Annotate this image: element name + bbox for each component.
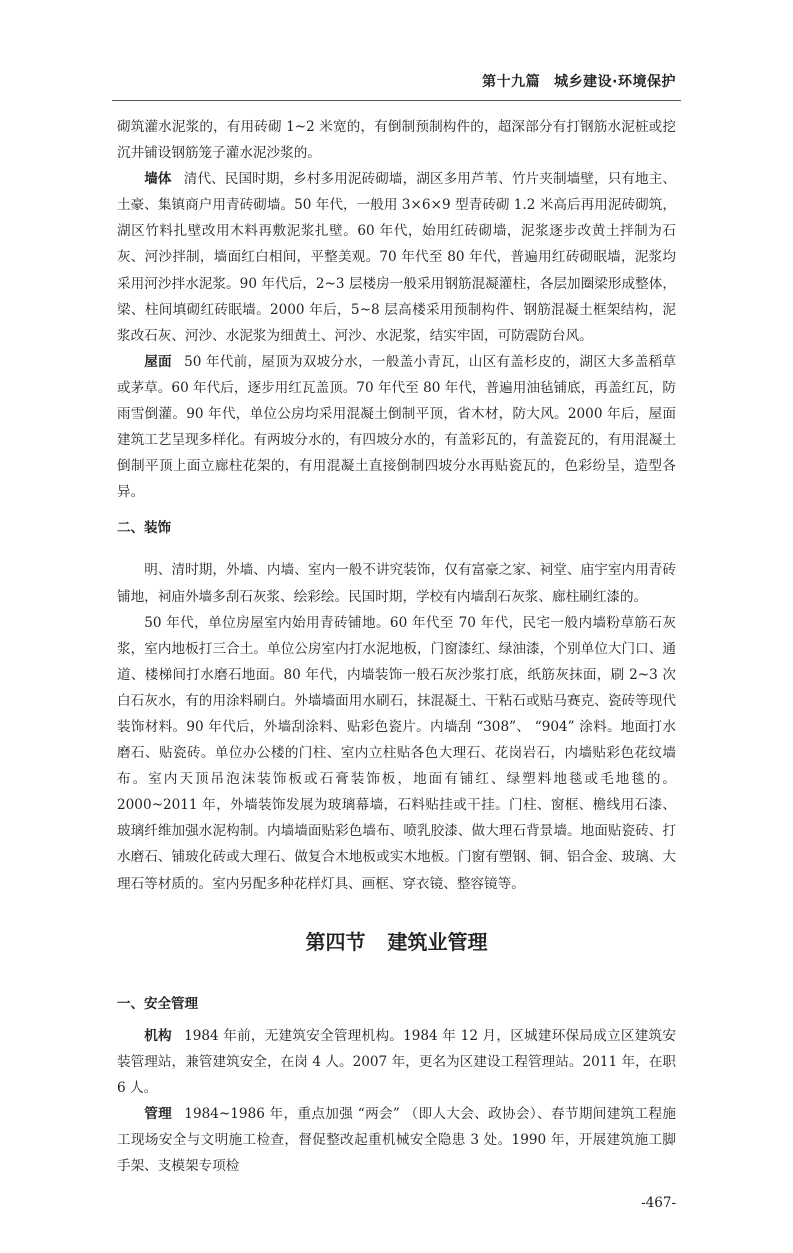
- text-block-safety: [117, 1023, 676, 1180]
- text-block-decoration: [117, 557, 676, 896]
- lead-term: 机构: [144, 1027, 172, 1044]
- subheading-safety: 一、安全管理: [117, 995, 198, 1012]
- paragraph-management: [117, 1101, 676, 1179]
- paragraph: 50 年代，单位房屋室内始用青砖铺地。60 年代至 70 年代，民宅一般内墙粉草筋石灰浆，室内地板打三合土。单位公房室内打水泥地板，门窗漆红、绿油漆，个别单位大门口、通道、楼梯间打水磨石地面。80 年代，内墙装饰一般石灰沙浆打底，纸筋灰抹面，刷 2~3 次白石灰水，有的用涂料刷白。外墙墙面用水刷石，抹混凝土、干粘石或贴马赛克、瓷砖等现代装饰材料。90 年代后，外墙刮涂料、贴彩色瓷片。内墙刮 “308”、 “904” 涂料。地面打水磨石、贴瓷砖。单位办公楼的门柱、室内立柱贴各色大理石、花岗岩石，内墙贴彩色花纹墙布。室内天顶吊泡沫装饰板或石膏装饰板，地面有铺红、绿塑料地毯或毛地毯的。2000~2011 年，外墙装饰发展为玻璃幕墙，石料贴挂或干挂。门柱、窗框、檐线用石漆、玻璃纤维加强水泥构制。内墙墙面贴彩色墙布、喷乳胶漆、做大理石背景墙。地面贴瓷砖、打水磨石、铺玻化砖或大理石、做复合木地板或实木地板。门窗有塑钢、铜、铝合金、玻璃、大理石等材质的。室内另配多种花样灯具、画框、穿衣镜、整容镜等。: [117, 614, 676, 892]
- paragraph: 砌筑灌水泥浆的，有用砖砌 1~2 米宽的，有倒制预制构件的，超深部分有打钢筋水泥桩或挖沉井铺设钢筋笼子灌水泥沙浆的。: [117, 119, 676, 162]
- header-rule: [112, 100, 681, 101]
- section-title: [117, 927, 676, 957]
- header-part: 第十九篇: [482, 74, 541, 90]
- paragraph-text: 1984~1986 年，重点加强 “两会” （即人大会、政协会）、春节期间建筑工程施工现场安全与文明施工检查，督促整改起重机械安全隐患 3 处。1990 年，开展建筑施工脚手架、支模架专项检: [117, 1105, 677, 1175]
- section-number: 第四节: [305, 929, 366, 954]
- text-block-construction: [117, 114, 676, 505]
- lead-term: 屋面: [144, 353, 172, 370]
- lead-term: 管理: [144, 1105, 173, 1122]
- paragraph-text: 50 年代前，屋顶为双坡分水，一般盖小青瓦，山区有盖杉皮的，湖区大多盖稻草或茅草。60 年代后，逐步用红瓦盖顶。70 年代至 80 年代，普遍用油毡铺底，再盖红瓦，防雨雪倒灌。90 年代，单位公房均采用混凝土倒制平顶，省木材，防大风。2000 年后，屋面建筑工艺呈现多样化。有两坡分水的，有四坡分水的，有盖彩瓦的，有盖瓷瓦的，有用混凝土倒制平顶上面立廊柱花架的，有用混凝土直接倒制四坡分水再贴瓷瓦的，色彩纷呈，造型各异。: [117, 353, 676, 501]
- paragraph-roof: [117, 349, 676, 506]
- page-number: -467-: [641, 1195, 676, 1212]
- section-name: 建筑业管理: [387, 929, 488, 954]
- paragraph-text: 清代、民国时期，乡村多用泥砖砌墙，湖区多用芦苇、竹片夹制墙壁，只有地主、土豪、集镇商户用青砖砌墙。50 年代，一般用 3×6×9 型青砖砌 1.2 米高后再用泥砖砌筑，湖区竹料扎壁改用木料再敷泥浆扎壁。60 年代，始用红砖砌墙，泥浆逐步改黄土拌制为石灰、河沙拌制，墙面红白相间，平整美观。70 年代至 80 年代，普遍用红砖砌眠墙，泥浆均采用河沙拌水泥浆。90 年代后，2~3 层楼房一般采用钢筋混凝灌柱，各层加圈梁形成整体，梁、柱间填砌红砖眠墙。2000 年后，5~8 层高楼采用预制构件、钢筋混凝土框架结构，泥浆改石灰、河沙、水泥浆为细黄土、河沙、水泥浆，结实牢固，可防震防台风。: [117, 171, 677, 344]
- header-title: 城乡建设·环境保护: [554, 74, 676, 90]
- subheading-decoration: 二、装饰: [117, 520, 171, 537]
- running-header: [117, 72, 676, 92]
- paragraph-organization: [117, 1023, 676, 1101]
- paragraph-text: 1984 年前，无建筑安全管理机构。1984 年 12 月，区城建环保局成立区建筑安装管理站，兼管建筑安全，在岗 4 人。2007 年，更名为区建设工程管理站。2011 年，在职 6 人。: [117, 1027, 676, 1096]
- lead-term: 墙体: [144, 171, 172, 188]
- paragraph-walls: [117, 166, 676, 349]
- paragraph: 明、清时期，外墙、内墙、室内一般不讲究装饰，仅有富豪之家、祠堂、庙宇室内用青砖铺地，祠庙外墙多刮石灰浆、绘彩绘。民国时期，学校有内墙刮石灰浆、廊柱刷红漆的。: [117, 562, 676, 605]
